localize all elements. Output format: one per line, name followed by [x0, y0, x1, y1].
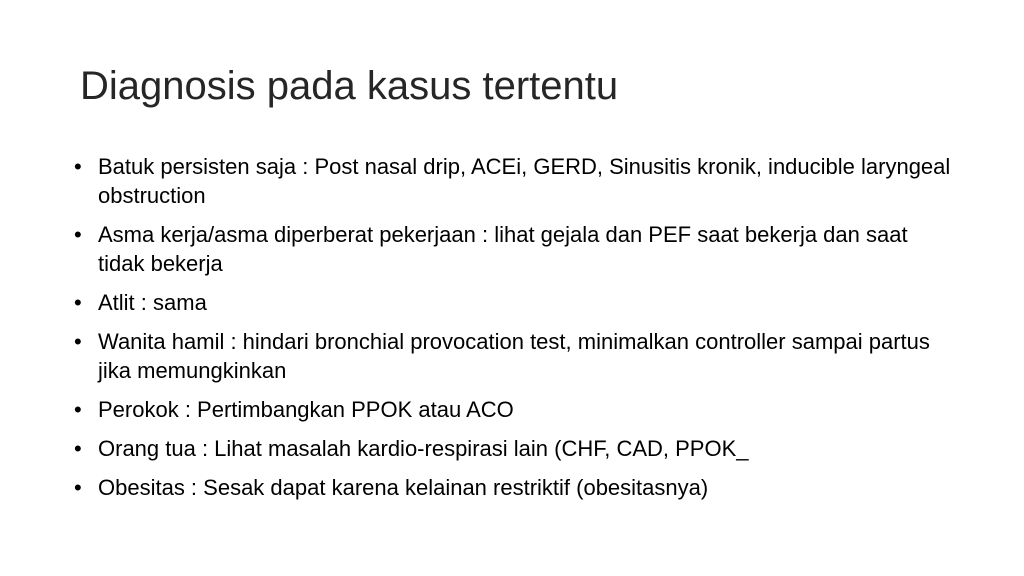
bullet-list: [74, 152, 954, 512]
bullet-text: Batuk persisten saja : Post nasal drip, ACEi, GERD, Sinusitis kronik, inducible laryngeal obstruction: [98, 154, 951, 208]
bullet-text: Wanita hamil : hindari bronchial provocation test, minimalkan controller sampai partus jika memungkinkan: [98, 329, 930, 383]
bullet-item: [74, 152, 954, 210]
slide-title: Diagnosis pada kasus tertentu: [80, 64, 619, 108]
bullet-item: [74, 327, 954, 385]
bullet-item: [74, 220, 954, 278]
bullet-item: [74, 473, 954, 502]
bullet-text: Asma kerja/asma diperberat pekerjaan : lihat gejala dan PEF saat bekerja dan saat tidak bekerja: [98, 222, 908, 276]
bullet-dot-icon: •: [74, 329, 82, 354]
bullet-dot-icon: •: [74, 397, 82, 422]
bullet-dot-icon: •: [74, 222, 82, 247]
bullet-item: [74, 288, 954, 317]
bullet-dot-icon: •: [74, 436, 82, 461]
bullet-text: Atlit : sama: [98, 290, 207, 315]
bullet-text: Orang tua : Lihat masalah kardio-respirasi lain (CHF, CAD, PPOK_: [98, 436, 749, 461]
bullet-dot-icon: •: [74, 154, 82, 179]
bullet-text: Obesitas : Sesak dapat karena kelainan restriktif (obesitasnya): [98, 475, 709, 500]
bullet-dot-icon: •: [74, 475, 82, 500]
bullet-item: [74, 395, 954, 424]
bullet-dot-icon: •: [74, 290, 82, 315]
bullet-text: Perokok : Pertimbangkan PPOK atau ACO: [98, 397, 514, 422]
bullet-item: [74, 434, 954, 463]
